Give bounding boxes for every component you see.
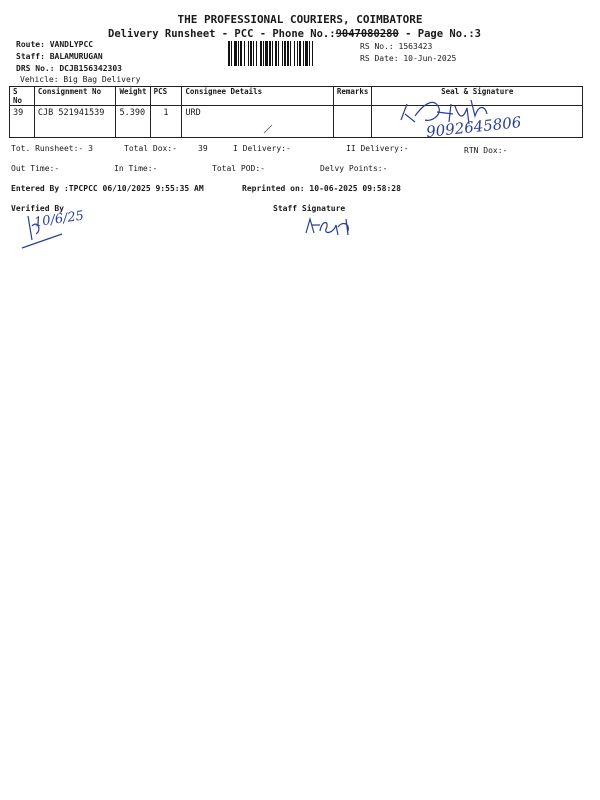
cell-remarks [333, 106, 372, 138]
i-delivery: I Delivery:- [233, 144, 291, 153]
staff-signature-label: Staff Signature [273, 204, 346, 213]
rs-no-line: RS No.: 1563423 [360, 42, 433, 51]
barcode-image [228, 41, 354, 66]
company-title: THE PROFESSIONAL COURIERS, COIMBATORE [177, 13, 423, 26]
rs-no-value: 1563423 [398, 42, 433, 51]
vehicle-value: Big Bag Delivery [63, 75, 141, 84]
total-dox: Total Dox:- [124, 144, 177, 153]
rs-date-line: RS Date: 10-Jun-2025 [360, 54, 457, 63]
handwritten-verified-date: 10/6/25 [33, 208, 85, 231]
out-time: Out Time:- [11, 164, 60, 173]
runsheet-subtitle [108, 28, 481, 40]
ii-delivery: II Delivery:- [346, 144, 409, 153]
total-pod: Total POD:- [212, 164, 265, 173]
rs-date-value: 10-Jun-2025 [403, 54, 457, 63]
col-header-seal: Seal & Signature [372, 87, 583, 106]
entered-by: Entered By :TPCPCC 06/10/2025 9:55:35 AM [11, 184, 204, 193]
cell-consignment: CJB 521941539 [34, 106, 116, 138]
drs-value: DCJB156342303 [59, 64, 122, 73]
cell-pcs: 1 [150, 106, 182, 138]
handwritten-phone: 9092645806 [425, 113, 523, 141]
reprinted-on: Reprinted on: 10-06-2025 09:58:28 [242, 184, 401, 193]
page-number: - Page No.:3 [398, 28, 481, 40]
delvy-points: Delvy Points:- [320, 164, 388, 173]
col-header-sno: S No [10, 87, 35, 106]
in-time: In Time:- [114, 164, 158, 173]
phone-number: 9047080280 [335, 28, 399, 40]
vehicle-line: Vehicle: Big Bag Delivery [20, 75, 141, 84]
col-header-pcs: PCS [150, 87, 182, 106]
drs-line: DRS No.: DCJB156342303 [16, 64, 122, 73]
route-line: Route: VANDLYPCC [16, 40, 94, 49]
verified-by-label: Verified By [11, 204, 64, 213]
col-header-consignment: Consignment No [34, 87, 116, 106]
tot-runsheet: Tot. Runsheet:- 3 [11, 144, 93, 153]
cell-consignee: URD [182, 106, 333, 138]
total-dox-value: 39 [198, 144, 208, 153]
tick-mark [262, 124, 274, 134]
staff-value: BALAMURUGAN [49, 52, 103, 61]
cell-sno: 39 [10, 106, 35, 138]
subtitle-prefix: Delivery Runsheet - PCC - Phone No.: [108, 28, 336, 40]
col-header-weight: Weight [116, 87, 150, 106]
rtn-dox: RTN Dox:- [464, 146, 508, 155]
route-value: VANDLYPCC [49, 40, 94, 49]
handwritten-staff-signature [302, 215, 358, 239]
cell-weight: 5.390 [116, 106, 150, 138]
staff-line: Staff: BALAMURUGAN [16, 52, 103, 61]
col-header-consignee: Consignee Details [182, 87, 333, 106]
col-header-remarks: Remarks [333, 87, 372, 106]
